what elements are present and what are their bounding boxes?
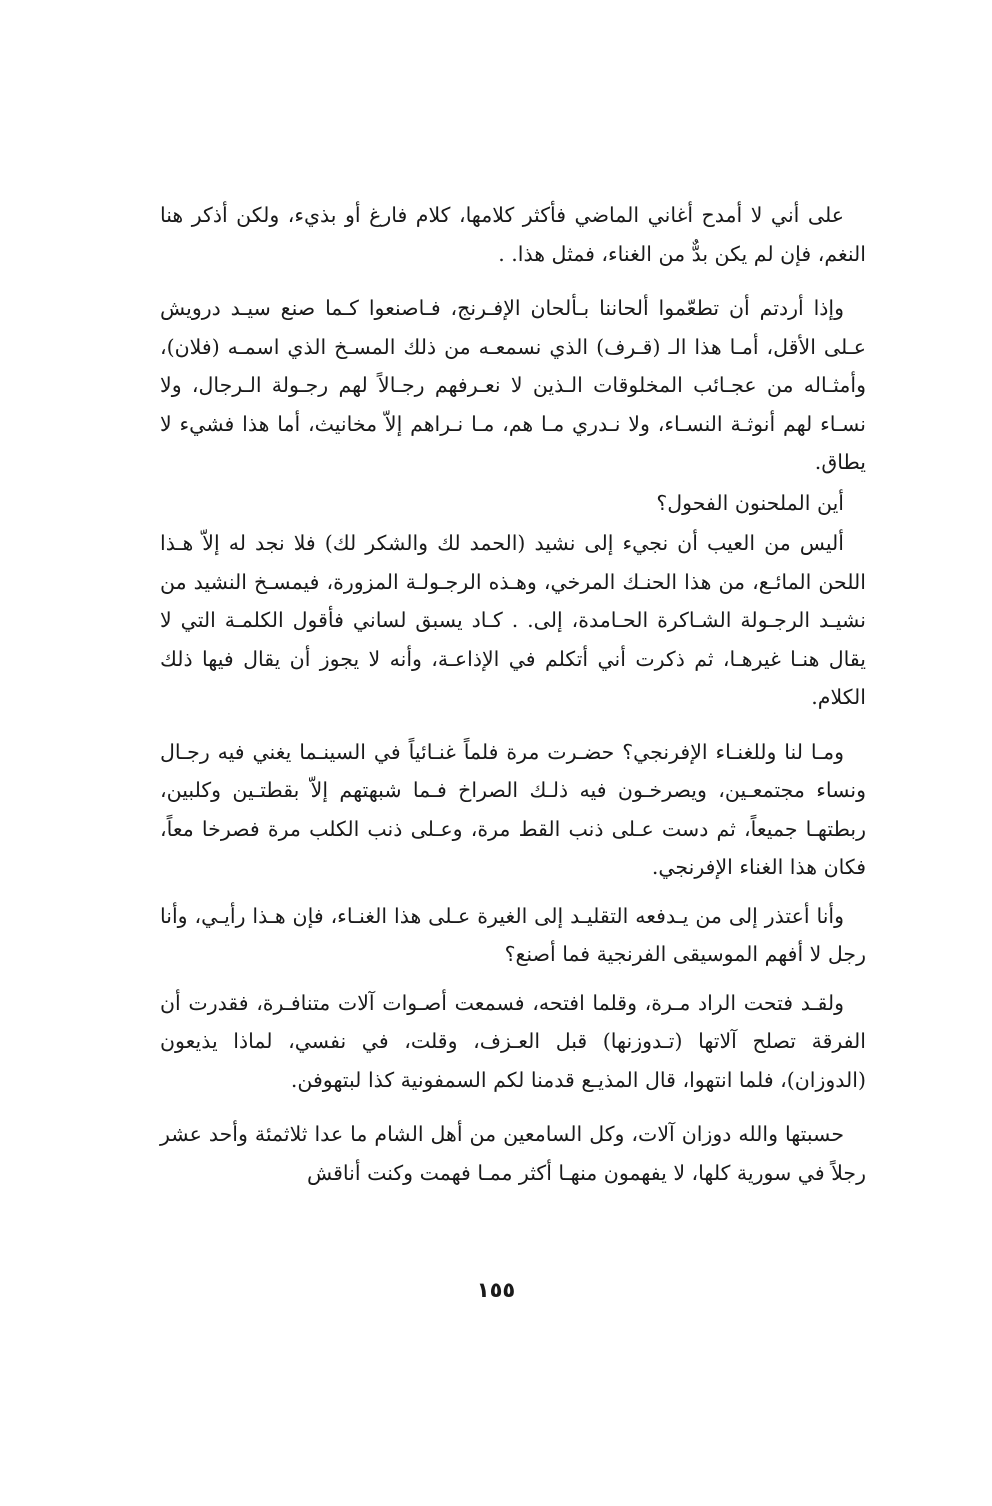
paragraph-3: أين الملحنون الفحول؟ <box>656 490 844 515</box>
paragraph-7: ولقـد فتحت الراد مـرة، وقلما افتحه، فسمعت أصـوات آلات متنافـرة، فقدرت أن الفرقة تصلح آلاتها (تـدوزنها) قبل العـزف، وقلت، في نفسي، لماذا يذيعون (الدوزان)، فلما انتهوا، قال المذيـع قدمنا لكم السمفونية كذا لبتهوفن. <box>160 990 866 1092</box>
paragraph-4: أليس من العيب أن نجيء إلى نشيد (الحمد لك والشكر لك) فلا نجد له إلاّ هـذا اللحن المائـع، من هذا الحنـك المرخي، وهـذه الرجـولـة المزورة، فيمسـخ النشيد من نشيـد الرجـولة الشـاكرة الحـامدة، إلى. . كـاد يسبق لساني فأقول الكلمـة التي لا يقال هنـا غيرهـا، ثم ذكرت أني أتكلم في الإذاعـة، وأنه لا يجوز أن يقال فيها ذلك الكلام. <box>160 531 866 709</box>
page-body <box>160 196 866 1192</box>
paragraph-5: ومـا لنا وللغنـاء الإفرنجي؟ حضـرت مرة فلماً غنـائياً في السينـما يغني فيه رجـال ونساء مجتمعـين، ويصرخـون فيه ذلـك الصراخ فـما شبهتهم إلاّ بقطتـين وكلبين، ربطتهـا جميعاً، ثم دست عـلى ذنب القط مرة، وعـلى ذنب الكلب مرة فصرخا معاً، فكان هذا الغناء الإفرنجي. <box>160 739 866 879</box>
page-number: ١٥٥ <box>476 1278 516 1302</box>
paragraph-2: وإذا أردتم أن تطعّموا ألحاننا بـألحان الإفـرنج، فـاصنعوا كـما صنع سيـد درويش عـلى الأقل، أمـا هذا الـ (قـرف) الذي نسمعـه من ذلك المسـخ الذي اسمـه (فلان)، وأمثـاله من عجـائب المخلوقات الـذين لا نعـرفهم رجـالاً لهم رجـولة الـرجال، ولا نسـاء لهم أنوثـة النسـاء، ولا نـدري مـا هم، مـا نـراهم إلاّ مخانيث، أما هذا فشيء لا يطاق. <box>160 296 866 474</box>
paragraph-8: حسبتها والله دوزان آلات، وكل السامعين من أهل الشام ما عدا ثلاثمئة وأحد عشر رجلاً في سورية كلها، لا يفهمون منهـا أكثر ممـا فهمت وكنت أناقش <box>160 1122 866 1185</box>
paragraph-6: وأنا أعتذر إلى من يـدفعه التقليـد إلى الغيرة عـلى هذا الغنـاء، فإن هـذا رأيـي، وأنا رجل لا أفهم الموسيقى الفرنجية فما أصنع؟ <box>160 903 866 966</box>
paragraph-1: على أني لا أمدح أغاني الماضي فأكثر كلامها، كلام فارغ أو بذيء، ولكن أذكر هنا النغم، فإن لم يكن بدٌّ من الغناء، فمثل هذا. . <box>160 203 866 266</box>
